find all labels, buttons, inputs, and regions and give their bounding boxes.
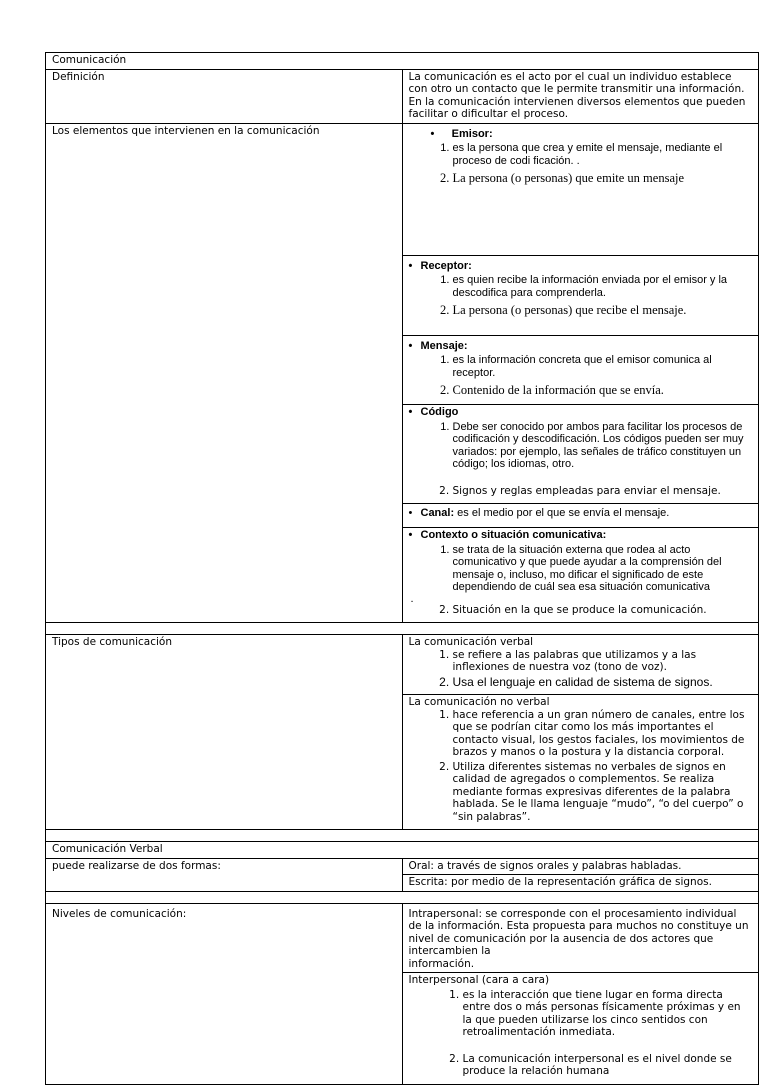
tipos-noverbal-title: La comunicación no verbal — [408, 696, 550, 708]
codigo-title: Código — [420, 406, 459, 418]
tipos-label: Tipos de comunicación — [46, 635, 403, 830]
canal-title: Canal: — [420, 507, 455, 519]
interpersonal-title: Interpersonal (cara a cara) — [408, 974, 550, 986]
codigo-item-1: 1. Debe ser conocido por ambos para facilitar los procesos de codificación y descodificación. Los códigos pueden ser muy variados: por ejemplo, las señales de tráfico constituyen un código; los idiomas, otro. — [453, 421, 753, 471]
spacer-row-3 — [46, 891, 759, 903]
receptor-cell — [402, 255, 759, 335]
spacer-cell-3 — [46, 891, 759, 903]
definition-label: Definición — [46, 69, 403, 123]
codigo-cell — [402, 405, 759, 504]
verbal-header-row — [46, 842, 759, 859]
interpersonal-item-2: 2. La comunicación interpersonal es el nivel donde se produce la relación humana — [463, 1053, 753, 1078]
mensaje-item-1: 1. es la información concreta que el emisor comunica al receptor. — [453, 354, 753, 379]
tipos-noverbal-list — [409, 709, 753, 824]
niveles-inter-cell — [402, 973, 759, 1085]
codigo-item-2: 2. Signos y reglas empleadas para enviar el mensaje. — [453, 485, 753, 498]
tipos-noverbal-cell — [402, 695, 759, 830]
receptor-item-1: 1. es quien recibe la información enviada por el emisor y la descodifica para comprenderla. — [453, 274, 753, 299]
tipos-verbal-item-1: 1. se refiere a las palabras que utilizamos y a las inflexiones de nuestra voz (tono de voz). — [453, 649, 753, 674]
canal-text: es el medio por el que se envía el mensaje. — [454, 507, 670, 519]
emisor-item-2: 2. La persona (o personas) que emite un mensaje — [453, 171, 753, 186]
spacer-row-1 — [46, 623, 759, 635]
canal-cell — [402, 504, 759, 528]
contexto-item-2: 2. Situación en la que se produce la comunicación. — [453, 604, 753, 617]
elements-label: Los elementos que intervienen en la comunicación — [46, 123, 403, 623]
contexto-list-2 — [409, 604, 753, 617]
mensaje-item-2: 2. Contenido de la información que se envía. — [453, 383, 753, 398]
emisor-cell — [402, 123, 759, 255]
verbal-escrita: Escrita: por medio de la representación gráfica de signos. — [402, 875, 759, 892]
verbal-label: puede realizarse de dos formas: — [46, 858, 403, 891]
communication-table — [45, 52, 759, 1085]
tipos-verbal-list — [409, 649, 753, 689]
tipos-noverbal-item-1: 1. hace referencia a un gran número de canales, entre los que se podrían citar como los más importantes el contacto visual, los gestos faciales, los movimientos de brazos y manos o la postura y la distancia corporal. — [453, 709, 753, 759]
codigo-list — [409, 421, 753, 498]
spacer-cell-1 — [46, 623, 759, 635]
contexto-cell — [402, 528, 759, 623]
definition-row — [46, 69, 759, 123]
mensaje-heading: • Mensaje: — [408, 339, 468, 352]
document-table-wrapper — [45, 52, 759, 1085]
spacer-row-2 — [46, 830, 759, 842]
tipos-verbal-row — [46, 635, 759, 695]
contexto-dot: . — [410, 592, 414, 605]
mensaje-list — [409, 354, 753, 398]
contexto-item-1: 1. se trata de la situación externa que rodea al acto comunicativo y que puede ayudar a la comprensión del mensaje o, incluso, mo dificar el significado de este dependiendo de cuál sea esa situación comunicativa — [453, 544, 753, 594]
canal-line: • Canal: es el medio por el que se envía el mensaje. — [408, 507, 670, 519]
receptor-list — [409, 274, 753, 318]
contexto-list — [409, 544, 753, 594]
verbal-header: Comunicación Verbal — [46, 842, 759, 859]
emisor-row — [46, 123, 759, 255]
tipos-noverbal-item-2: 2. Utiliza diferentes sistemas no verbales de signos en calidad de agregados o complementos. Se realiza mediante formas expresivas diferentes de la palabra hablada. Se le llama lenguaje “mudo”, “o del cuerpo” o “sin palabras”. — [453, 761, 753, 824]
emisor-item-1: 1. es la persona que crea y emite el mensaje, mediante el proceso de codi ficación. . — [453, 142, 753, 167]
niveles-intra-cell — [402, 903, 759, 973]
receptor-item-2: 2. La persona (o personas) que recibe el mensaje. — [453, 303, 753, 318]
tipos-verbal-cell — [402, 635, 759, 695]
receptor-heading: • Receptor: — [408, 259, 472, 272]
mensaje-cell — [402, 335, 759, 405]
codigo-heading: • Código — [408, 406, 459, 418]
definition-text: La comunicación es el acto por el cual un individuo establece con otro un contacto que le permite transmitir una información. En la comunicación intervienen diversos elementos que pueden facilitar o dificultar el proceso. — [402, 69, 759, 123]
niveles-intra-row — [46, 903, 759, 973]
receptor-title: Receptor: — [420, 259, 472, 272]
intrapersonal-text: Intrapersonal: se corresponde con el procesamiento individual de la información. Esta propuesta para muchos no constituye un nivel de comunicación por la ausencia de dos actores que intercambien la — [408, 907, 749, 957]
mensaje-title: Mensaje: — [420, 339, 468, 352]
emisor-heading: • Emisor: — [430, 127, 493, 140]
niveles-label: Niveles de comunicación: — [46, 903, 403, 1084]
verbal-oral: Oral: a través de signos orales y palabras habladas. — [402, 858, 759, 875]
contexto-heading: • Contexto o situación comunicativa: — [408, 529, 607, 541]
tipos-verbal-item-2: 2. Usa el lenguaje en calidad de sistema de signos. — [453, 676, 753, 689]
spacer-cell-2 — [46, 830, 759, 842]
header-row — [46, 53, 759, 70]
emisor-title: Emisor: — [451, 127, 493, 140]
contexto-title: Contexto o situación comunicativa: — [420, 529, 607, 541]
interpersonal-list — [409, 989, 753, 1078]
table-header: Comunicación — [46, 53, 759, 70]
verbal-oral-row — [46, 858, 759, 875]
intrapersonal-end: información. — [408, 957, 475, 970]
interpersonal-item-1: 1. es la interacción que tiene lugar en forma directa entre dos o más personas físicamente próximas y en la que pueden utilizarse los cinco sentidos con retroalimentación inmediata. — [463, 989, 753, 1039]
tipos-verbal-title: La comunicación verbal — [408, 636, 534, 648]
emisor-list — [409, 142, 753, 186]
